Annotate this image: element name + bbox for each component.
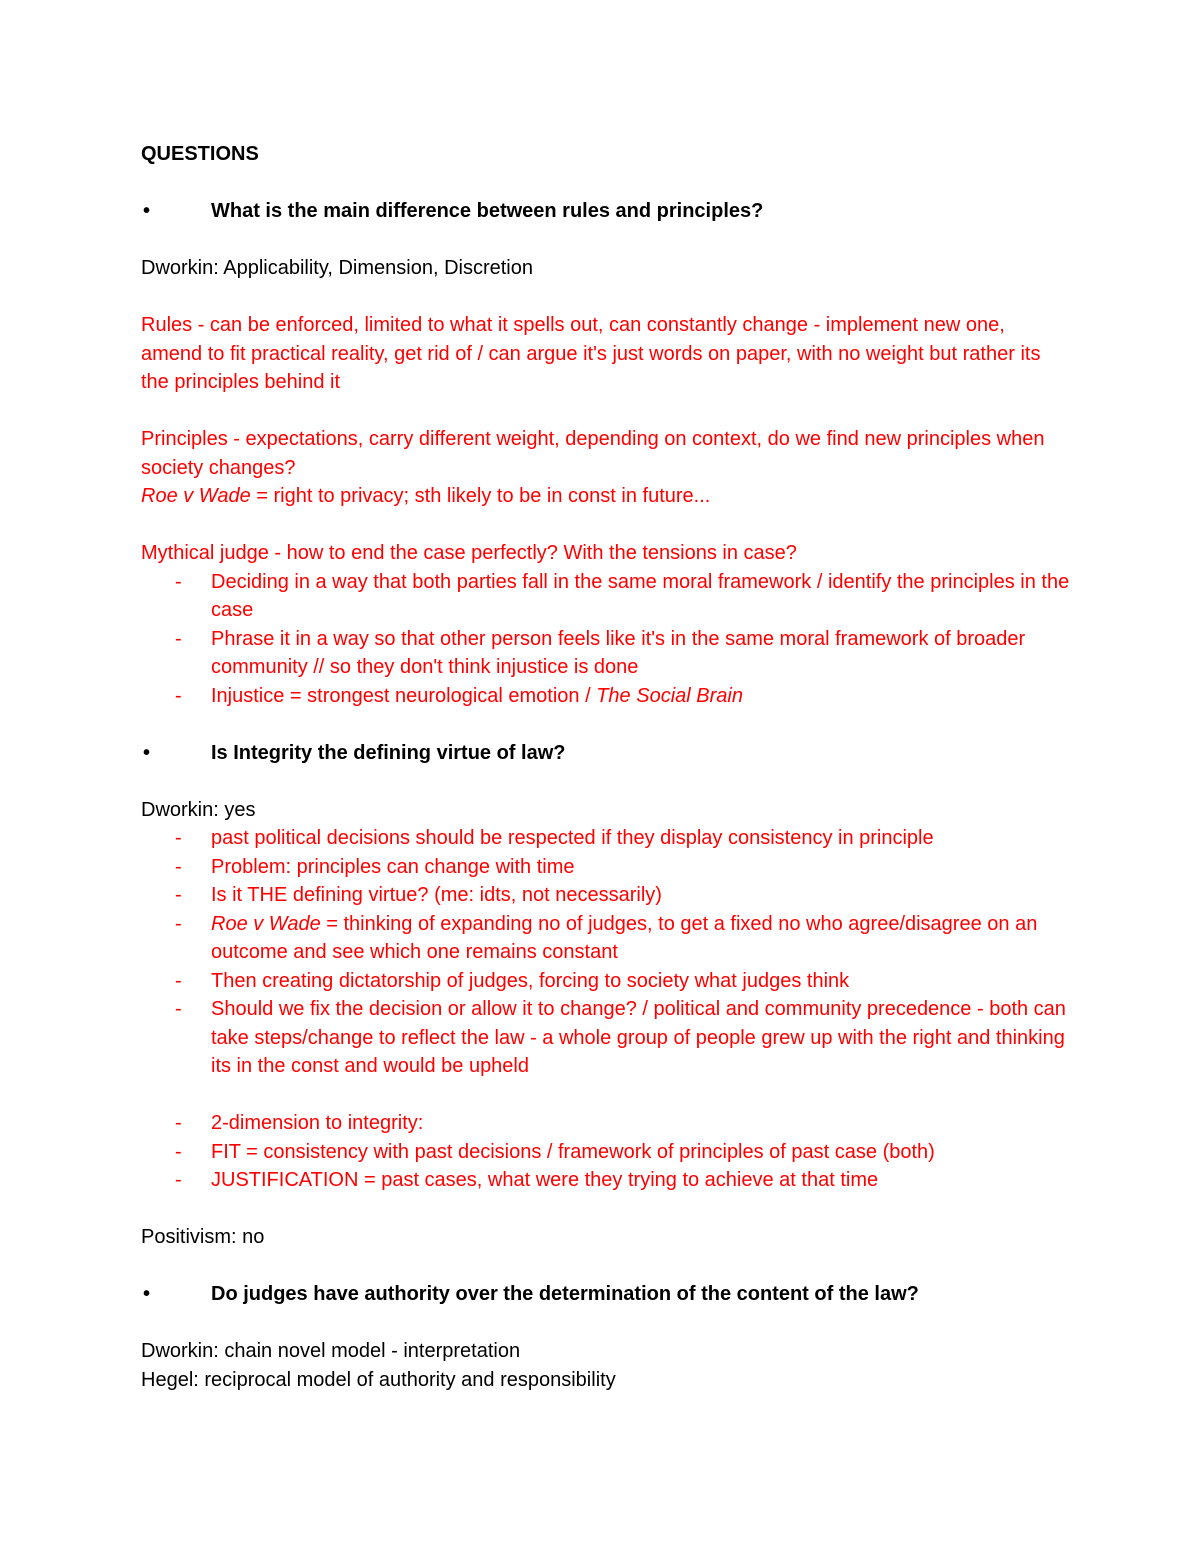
list-item-text: 2-dimension to integrity: — [211, 1112, 424, 1134]
dash-icon: - — [175, 912, 182, 935]
list-item-text: JUSTIFICATION = past cases, what were they trying to achieve at that time — [211, 1169, 879, 1191]
list-item-text — [211, 910, 1071, 967]
list-item-text: past political decisions should be respected if they display consistency in principle — [211, 827, 934, 849]
page-title: QUESTIONS — [141, 143, 259, 165]
list-item — [141, 853, 1071, 882]
bullet-icon: • — [143, 741, 151, 764]
list-item-text: Should we fix the decision or allow it to change? / political and community precedence - both can take steps/change to reflect the law - a whole group of people grew up with the right and thinking its in the const and would be upheld — [211, 998, 1066, 1077]
list-item — [141, 625, 1071, 682]
spacer — [141, 511, 1071, 540]
book-title: The Social Brain — [596, 684, 743, 707]
spacer — [141, 226, 1071, 255]
list-item — [141, 1138, 1071, 1167]
list-item — [141, 1109, 1071, 1138]
bullet-icon: • — [143, 1283, 151, 1305]
dworkin-answer: Dworkin: chain novel model - interpretation — [141, 1340, 521, 1362]
bullet-icon: • — [143, 200, 151, 222]
list-item — [141, 967, 1071, 996]
mythical-judge-note: Mythical judge - how to end the case perfectly? With the tensions in case? — [141, 542, 797, 564]
roe-note-text: = right to privacy; sth likely to be in const in future... — [250, 485, 711, 507]
dash-icon: - — [175, 998, 182, 1020]
dworkin-answer: Dworkin: yes — [141, 798, 256, 821]
dash-icon: - — [175, 855, 182, 878]
dash-icon: - — [175, 827, 182, 849]
question-text: Do judges have authority over the determination of the content of the law? — [211, 1283, 919, 1305]
list-item-text: Then creating dictatorship of judges, forcing to society what judges think — [211, 969, 850, 992]
spacer — [141, 1252, 1071, 1281]
spacer — [141, 169, 1071, 198]
case-name: Roe v Wade — [141, 485, 251, 507]
list-item — [141, 824, 1071, 853]
rules-note: Rules - can be enforced, limited to what it spells out, can constantly change - implement new one, amend to fit practical reality, get rid of / can argue it's just words on paper, with no weight but rather its the principles behind it — [141, 314, 1047, 393]
injustice-text: Injustice = strongest neurological emotion / — [211, 684, 597, 707]
list-item-text: Phrase it in a way so that other person feels like it's in the same moral framework of broader community // so they don't think injustice is done — [211, 627, 1026, 678]
list-item-text — [211, 682, 1071, 711]
question-text: What is the main difference between rules and principles? — [211, 200, 764, 222]
dash-icon: - — [175, 969, 182, 992]
list-item — [141, 1166, 1071, 1195]
spacer — [141, 283, 1071, 312]
spacer — [141, 1309, 1071, 1338]
document-body — [141, 140, 1071, 1394]
list-item — [141, 682, 1071, 711]
list-item — [141, 995, 1071, 1081]
case-name: Roe v Wade — [211, 912, 321, 935]
spacer — [141, 710, 1071, 739]
question-1 — [141, 197, 1071, 226]
principles-note: Principles - expectations, carry different weight, depending on context, do we find new principles when society changes? — [141, 428, 1051, 479]
dash-icon: - — [175, 1112, 182, 1134]
roe-note — [141, 482, 1071, 511]
spacer — [141, 767, 1071, 796]
spacer — [141, 1195, 1071, 1224]
list-item-text: Is it THE defining virtue? (me: idts, not necessarily) — [211, 884, 662, 906]
list-item-text: Problem: principles can change with time — [211, 855, 575, 878]
dworkin-summary: Dworkin: Applicability, Dimension, Discretion — [141, 257, 533, 279]
spacer — [141, 397, 1071, 426]
question-text: Is Integrity the defining virtue of law? — [211, 741, 566, 764]
list-item-text: Deciding in a way that both parties fall in the same moral framework / identify the principles in the case — [211, 570, 1070, 621]
roe-note-text: = thinking of expanding no of judges, to get a fixed no who agree/disagree on an outcome and see which one remains constant — [211, 912, 1038, 963]
list-item — [141, 568, 1071, 625]
hegel-answer: Hegel: reciprocal model of authority and responsibility — [141, 1368, 616, 1391]
list-item — [141, 881, 1071, 910]
question-3 — [141, 1280, 1071, 1309]
dash-icon: - — [175, 627, 182, 650]
spacer — [141, 1081, 1071, 1110]
dash-icon: - — [175, 570, 182, 593]
dash-icon: - — [175, 884, 182, 906]
list-item-text: FIT = consistency with past decisions / framework of principles of past case (both) — [211, 1140, 935, 1163]
dash-icon: - — [175, 1169, 182, 1191]
dash-icon: - — [175, 684, 182, 707]
positivism-answer: Positivism: no — [141, 1226, 265, 1248]
question-2 — [141, 739, 1071, 768]
list-item — [141, 910, 1071, 967]
dash-icon: - — [175, 1140, 182, 1163]
